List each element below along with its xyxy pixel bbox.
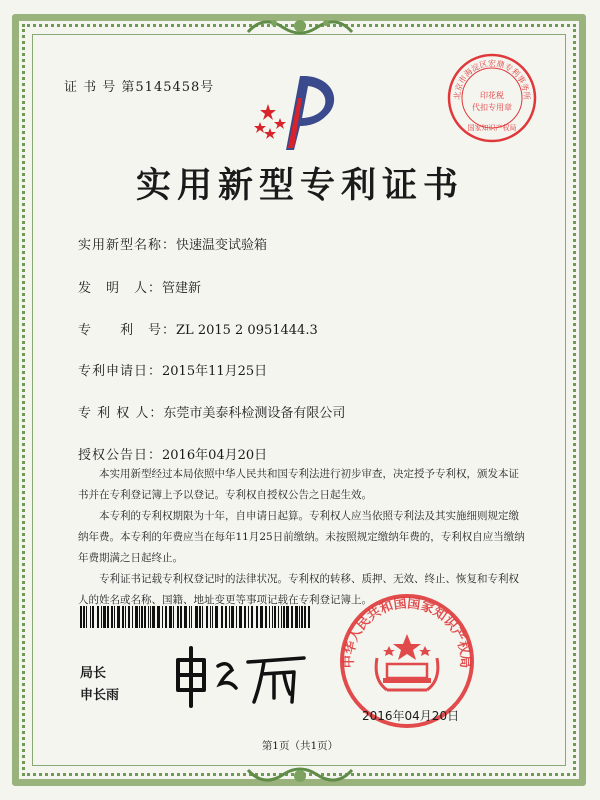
barcode-bar — [92, 606, 94, 628]
barcode-bar — [281, 606, 282, 628]
barcode-bar — [162, 606, 163, 628]
barcode-bar — [169, 606, 172, 628]
field-value: ZL 2015 2 0951444.3 — [176, 323, 318, 338]
field-label: 发 明 人： — [78, 281, 163, 296]
field-value: 快速温变试验箱 — [176, 238, 268, 253]
barcode-bar — [206, 606, 208, 628]
field-value: 管建新 — [162, 281, 202, 296]
barcode-bar — [111, 606, 113, 628]
barcode-bar — [152, 606, 155, 628]
barcode-bar — [132, 606, 133, 628]
body-paragraph: 专利证书记载专利权登记时的法律状况。专利权的转移、质押、无效、终止、恢复和专利权人的姓名或名称、国籍、地址变更等事项记载在专利登记簿上。 — [78, 573, 519, 606]
barcode-bar — [103, 606, 106, 628]
field-utility-model-name — [78, 234, 267, 253]
field-inventor — [78, 277, 201, 296]
page-number: 第1页（共1页） — [261, 740, 339, 752]
patent-office-logo-icon — [248, 68, 344, 152]
barcode-bar — [299, 606, 300, 628]
certificate-title: 实用新型专利证书 — [135, 165, 464, 206]
barcode-bar — [165, 606, 167, 628]
certificate-body — [78, 464, 526, 611]
barcode-bar — [173, 606, 174, 628]
barcode-bar — [80, 606, 82, 628]
barcode-bar — [139, 606, 140, 628]
field-value: 2015年11月25日 — [162, 364, 268, 379]
barcode-bar — [195, 606, 198, 628]
director-signature-icon — [170, 640, 310, 710]
barcode-bar — [184, 606, 187, 628]
field-patent-number — [78, 319, 318, 338]
bottom-ornament-icon — [244, 760, 356, 790]
barcode-bar — [107, 606, 109, 628]
barcode-bar — [86, 606, 87, 628]
field-label: 专 利 号： — [78, 323, 177, 338]
barcode-bar — [265, 606, 267, 628]
barcode-icon — [80, 606, 312, 628]
body-paragraph: 本专利的专利权期限为十年，自申请日起算。专利权人应当依照专利法及其实施细则规定缴纳年费。本专利的年费应当在每年11月25日前缴纳。未按照规定缴纳年费的，专利权自应当缴纳年费期满之日起终止。 — [78, 510, 525, 564]
field-application-date — [78, 360, 267, 379]
barcode-bar — [128, 606, 130, 628]
barcode-bar — [212, 606, 213, 628]
barcode-bar — [295, 606, 298, 628]
barcode-bar — [251, 606, 253, 628]
field-patentee — [78, 402, 345, 421]
field-label: 专利申请日： — [78, 364, 163, 379]
svg-text:国家知识产权局: 国家知识产权局 — [467, 124, 517, 132]
barcode-bar — [199, 606, 201, 628]
field-label: 专 利 权 人： — [78, 406, 164, 421]
barcode-bar — [191, 606, 192, 628]
barcode-bar — [150, 606, 151, 628]
barcode-bar — [114, 606, 115, 628]
barcode-bar — [236, 606, 237, 628]
director-name: 申长雨 — [80, 688, 120, 703]
barcode-bar — [101, 606, 102, 628]
barcode-bar — [202, 606, 203, 628]
barcode-bar — [283, 606, 285, 628]
svg-text:印花税: 印花税 — [480, 91, 504, 100]
seal-date: 2016年04月20日 — [362, 709, 460, 723]
tax-agency-stamp-icon — [446, 52, 538, 144]
certificate-number: 证 书 号 第5145458号 — [64, 80, 215, 95]
barcode-bar — [239, 606, 242, 628]
barcode-bar — [177, 606, 179, 628]
barcode-bar — [272, 606, 273, 628]
barcode-bar — [229, 606, 230, 628]
svg-text:代扣专用章: 代扣专用章 — [472, 103, 512, 112]
field-label: 授权公告日： — [78, 448, 163, 463]
barcode-bar — [97, 606, 99, 628]
barcode-bar — [180, 606, 182, 628]
barcode-bar — [286, 606, 289, 628]
barcode-bar — [278, 606, 279, 628]
barcode-bar — [304, 606, 306, 628]
barcode-bar — [148, 606, 149, 628]
barcode-bar — [244, 606, 246, 628]
barcode-bar — [90, 606, 91, 628]
barcode-bar — [83, 606, 85, 628]
barcode-bar — [157, 606, 160, 628]
barcode-bar — [215, 606, 218, 628]
barcode-bar — [308, 606, 310, 628]
barcode-bar — [225, 606, 227, 628]
barcode-bar — [117, 606, 120, 628]
svg-text:中华人民共和国国家知识产权局: 中华人民共和国国家知识产权局 — [341, 596, 473, 669]
top-ornament-icon — [244, 12, 356, 42]
director-title: 局长 — [80, 666, 107, 681]
barcode-bar — [125, 606, 126, 628]
barcode-bar — [291, 606, 293, 628]
barcode-bar — [260, 606, 263, 628]
barcode-bar — [210, 606, 211, 628]
barcode-bar — [144, 606, 146, 628]
barcode-bar — [135, 606, 138, 628]
svg-text:北京市海淀区宏鼎专利事务所: 北京市海淀区宏鼎专利事务所 — [452, 59, 532, 100]
barcode-bar — [231, 606, 234, 628]
body-paragraph: 本实用新型经过本局依照中华人民共和国专利法进行初步审查，决定授予专利权，颁发本证书并在专利登记簿上予以登记。专利权自授权公告之日起生效。 — [78, 468, 519, 501]
barcode-bar — [248, 606, 249, 628]
barcode-bar — [189, 606, 190, 628]
field-value: 东莞市美泰科检测设备有限公司 — [163, 406, 346, 421]
barcode-bar — [256, 606, 258, 628]
field-grant-date — [78, 444, 267, 463]
barcode-bar — [301, 606, 303, 628]
barcode-bar — [269, 606, 270, 628]
barcode-bar — [274, 606, 276, 628]
field-value: 2016年04月20日 — [162, 448, 268, 463]
barcode-bar — [221, 606, 223, 628]
field-label: 实用新型名称： — [78, 238, 177, 253]
barcode-bar — [122, 606, 124, 628]
barcode-bar — [141, 606, 143, 628]
